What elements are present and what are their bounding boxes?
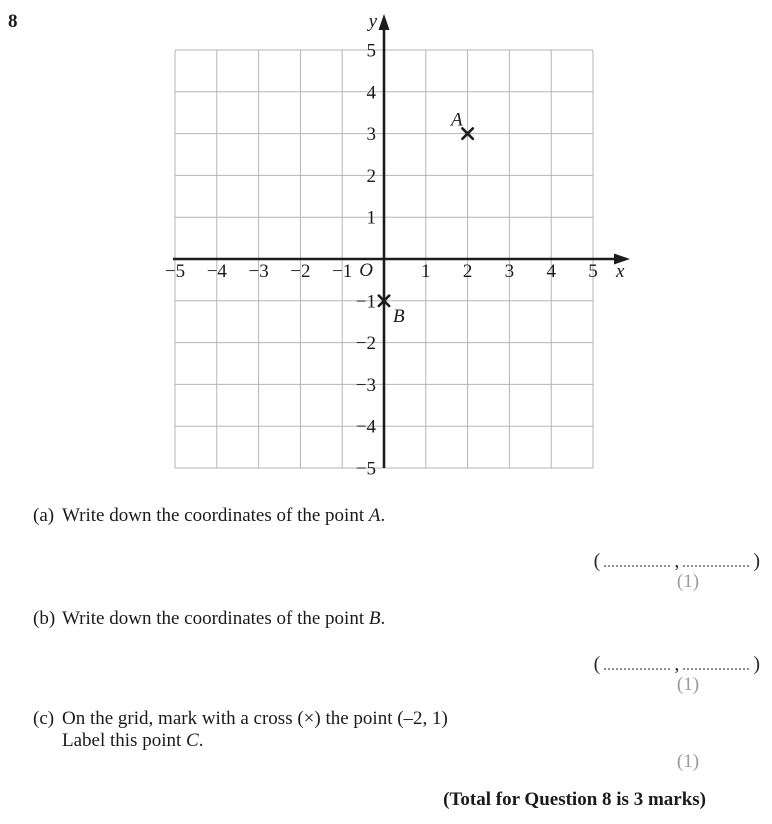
answer-a-comma: , (674, 550, 680, 572)
answer-b-comma: , (674, 653, 680, 675)
answer-line-a (594, 551, 760, 571)
answer-a-y-blank[interactable] (683, 561, 749, 567)
x-tick-label: −5 (164, 261, 186, 282)
part-b-text: Write down the coordinates of the point B. (62, 608, 386, 629)
part-a-label: (a) (33, 505, 55, 526)
y-tick-label: −1 (355, 291, 376, 313)
y-axis-arrowhead (379, 14, 390, 30)
y-tick-label: 5 (366, 40, 376, 62)
part-a-point-var: A (368, 505, 381, 526)
total-marks: (Total for Question 8 is 3 marks) (443, 789, 706, 810)
y-axis-label: y (368, 11, 377, 32)
point-B-label: B (393, 305, 405, 327)
question-number: 8 (8, 11, 18, 32)
part-c-line2-text: Label this point C. (62, 730, 204, 751)
y-tick-label: 4 (366, 82, 376, 104)
x-tick-label: −4 (206, 261, 227, 282)
answer-a-x-blank[interactable] (604, 561, 670, 567)
y-tick-label: −5 (355, 458, 376, 480)
part-c-mark: (1) (676, 751, 700, 772)
part-c-label: (c) (33, 708, 55, 729)
x-tick-label: −3 (248, 261, 269, 282)
point-A-label: A (450, 109, 463, 131)
answer-a-close-paren: ) (753, 550, 760, 572)
y-tick-label: −4 (355, 416, 376, 438)
y-tick-label: −3 (355, 374, 376, 396)
answer-b-close-paren: ) (753, 653, 760, 675)
part-c-point-var: C (186, 730, 199, 751)
x-tick-label: 5 (588, 261, 598, 282)
y-tick-label: 2 (366, 165, 376, 187)
y-tick-label: 1 (366, 207, 376, 229)
x-tick-label: 1 (421, 261, 431, 282)
x-tick-label: 3 (504, 261, 515, 282)
x-axis-label: x (616, 261, 625, 282)
question-part-a (33, 505, 385, 527)
part-b-mark: (1) (676, 674, 700, 695)
x-tick-label: −2 (290, 261, 311, 282)
part-c-line1: (c) On the grid, mark with a cross (×) the point (–2, 1) (33, 708, 448, 729)
part-a-mark: (1) (676, 571, 700, 592)
part-b-label: (b) (33, 608, 56, 629)
part-c-line2 (33, 730, 448, 752)
answer-b-y-blank[interactable] (683, 664, 749, 670)
origin-label: O (359, 260, 373, 281)
x-tick-label: 4 (546, 261, 556, 282)
answer-b-x-blank[interactable] (604, 664, 670, 670)
question-part-b (33, 608, 385, 630)
y-tick-label: −2 (355, 333, 376, 355)
x-tick-label: 2 (462, 261, 473, 282)
x-tick-label: −1 (332, 261, 353, 282)
question-part-c (33, 708, 448, 752)
y-tick-label: 3 (366, 124, 376, 146)
answer-a-open-paren: ( (593, 550, 601, 572)
answer-b-open-paren: ( (593, 653, 601, 675)
part-b-point-var: B (368, 608, 381, 629)
answer-line-b (594, 654, 760, 674)
part-a-text: Write down the coordinates of the point A. (62, 505, 386, 526)
